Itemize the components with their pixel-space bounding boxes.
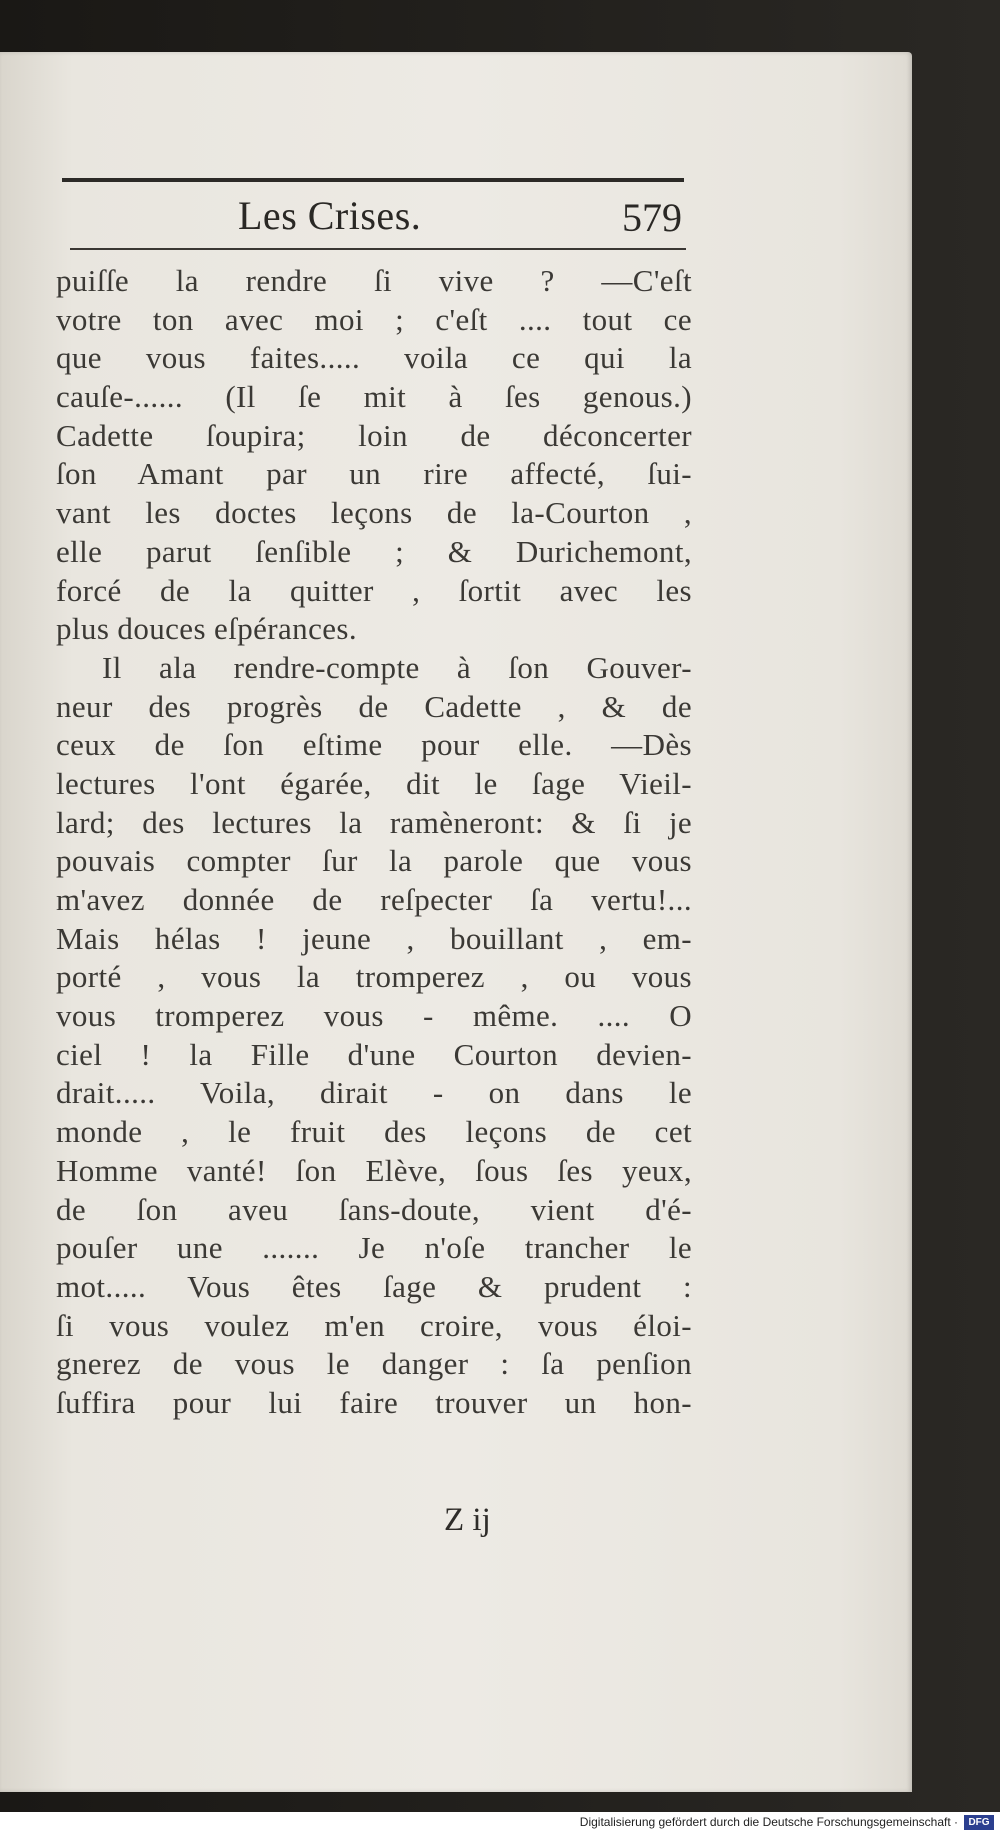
text-line: monde , le fruit des leçons de cet [56,1114,692,1150]
text-line: ciel ! la Fille d'une Courton devien- [56,1036,692,1072]
text-line: ſi vous voulez m'en croire, vous éloi- [56,1307,692,1343]
running-head [0,192,690,250]
text-line: vous tromperez vous - même. .... O [56,998,692,1034]
running-head-title: Les Crises. [238,193,422,238]
signature-mark: Z ij [444,1502,491,1538]
text-line: plus douces eſpérances. [56,611,358,647]
text-line: gnerez de vous le danger : ſa penſion [56,1346,692,1382]
text-line: votre ton avec moi ; c'eſt .... tout ce [56,301,692,337]
body-text [56,262,692,1423]
text-line: Mais hélas ! jeune , bouillant , em- [56,920,692,956]
text-line: puiſſe la rendre ſi vive ? —C'eſt [56,263,692,298]
text-line: forcé de la quitter , ſortit avec les [56,572,692,608]
text-line: porté , vous la tromperez , ou vous [56,959,692,995]
text-line: Homme vanté! ſon Elève, ſous ſes yeux, [56,1152,692,1188]
text-line: vant les doctes leçons de la-Courton , [56,495,692,531]
text-line: drait..... Voila, dirait - on dans le [56,1075,692,1111]
dfg-logo-icon: DFG [964,1815,994,1830]
header-rule-top [62,178,684,182]
text-line: cauſe-...... (Il ſe mit à ſes genous.) [56,379,692,415]
page-number: 579 [622,195,682,240]
text-line: de ſon aveu ſans-doute, vient d'é- [56,1191,692,1227]
header-rule-bottom [70,248,686,250]
text-line: ſuffira pour lui faire trouver un hon- [56,1384,692,1420]
text-line: elle parut ſenſible ; & Durichemont, [56,533,692,569]
text-line: pouvais compter ſur la parole que vous [56,843,692,879]
text-line: Cadette ſoupira; loin de déconcerter [56,417,692,453]
digitization-credit: Digitalisierung gefördert durch die Deutsche Forschungsgemeinschaft · [579,1815,958,1829]
text-line: neur des progrès de Cadette , & de [56,688,692,724]
text-line: mot..... Vous êtes ſage & prudent : [56,1268,692,1304]
text-line: ceux de ſon eſtime pour elle. —Dès [56,727,692,763]
text-line: ſon Amant par un rire affecté, ſui- [56,456,692,492]
text-line: lard; des lectures la ramèneront: & ſi je [56,804,692,840]
paragraph-start-line: Il ala rendre-compte à ſon Gouver- [102,649,692,685]
text-line: pouſer une ....... Je n'oſe trancher le [56,1230,692,1266]
text-line: que vous faites..... voila ce qui la [56,340,692,376]
text-line: lectures l'ont égarée, dit le ſage Vieil- [56,765,692,801]
text-line: m'avez donnée de reſpecter ſa vertu!... [56,882,692,917]
